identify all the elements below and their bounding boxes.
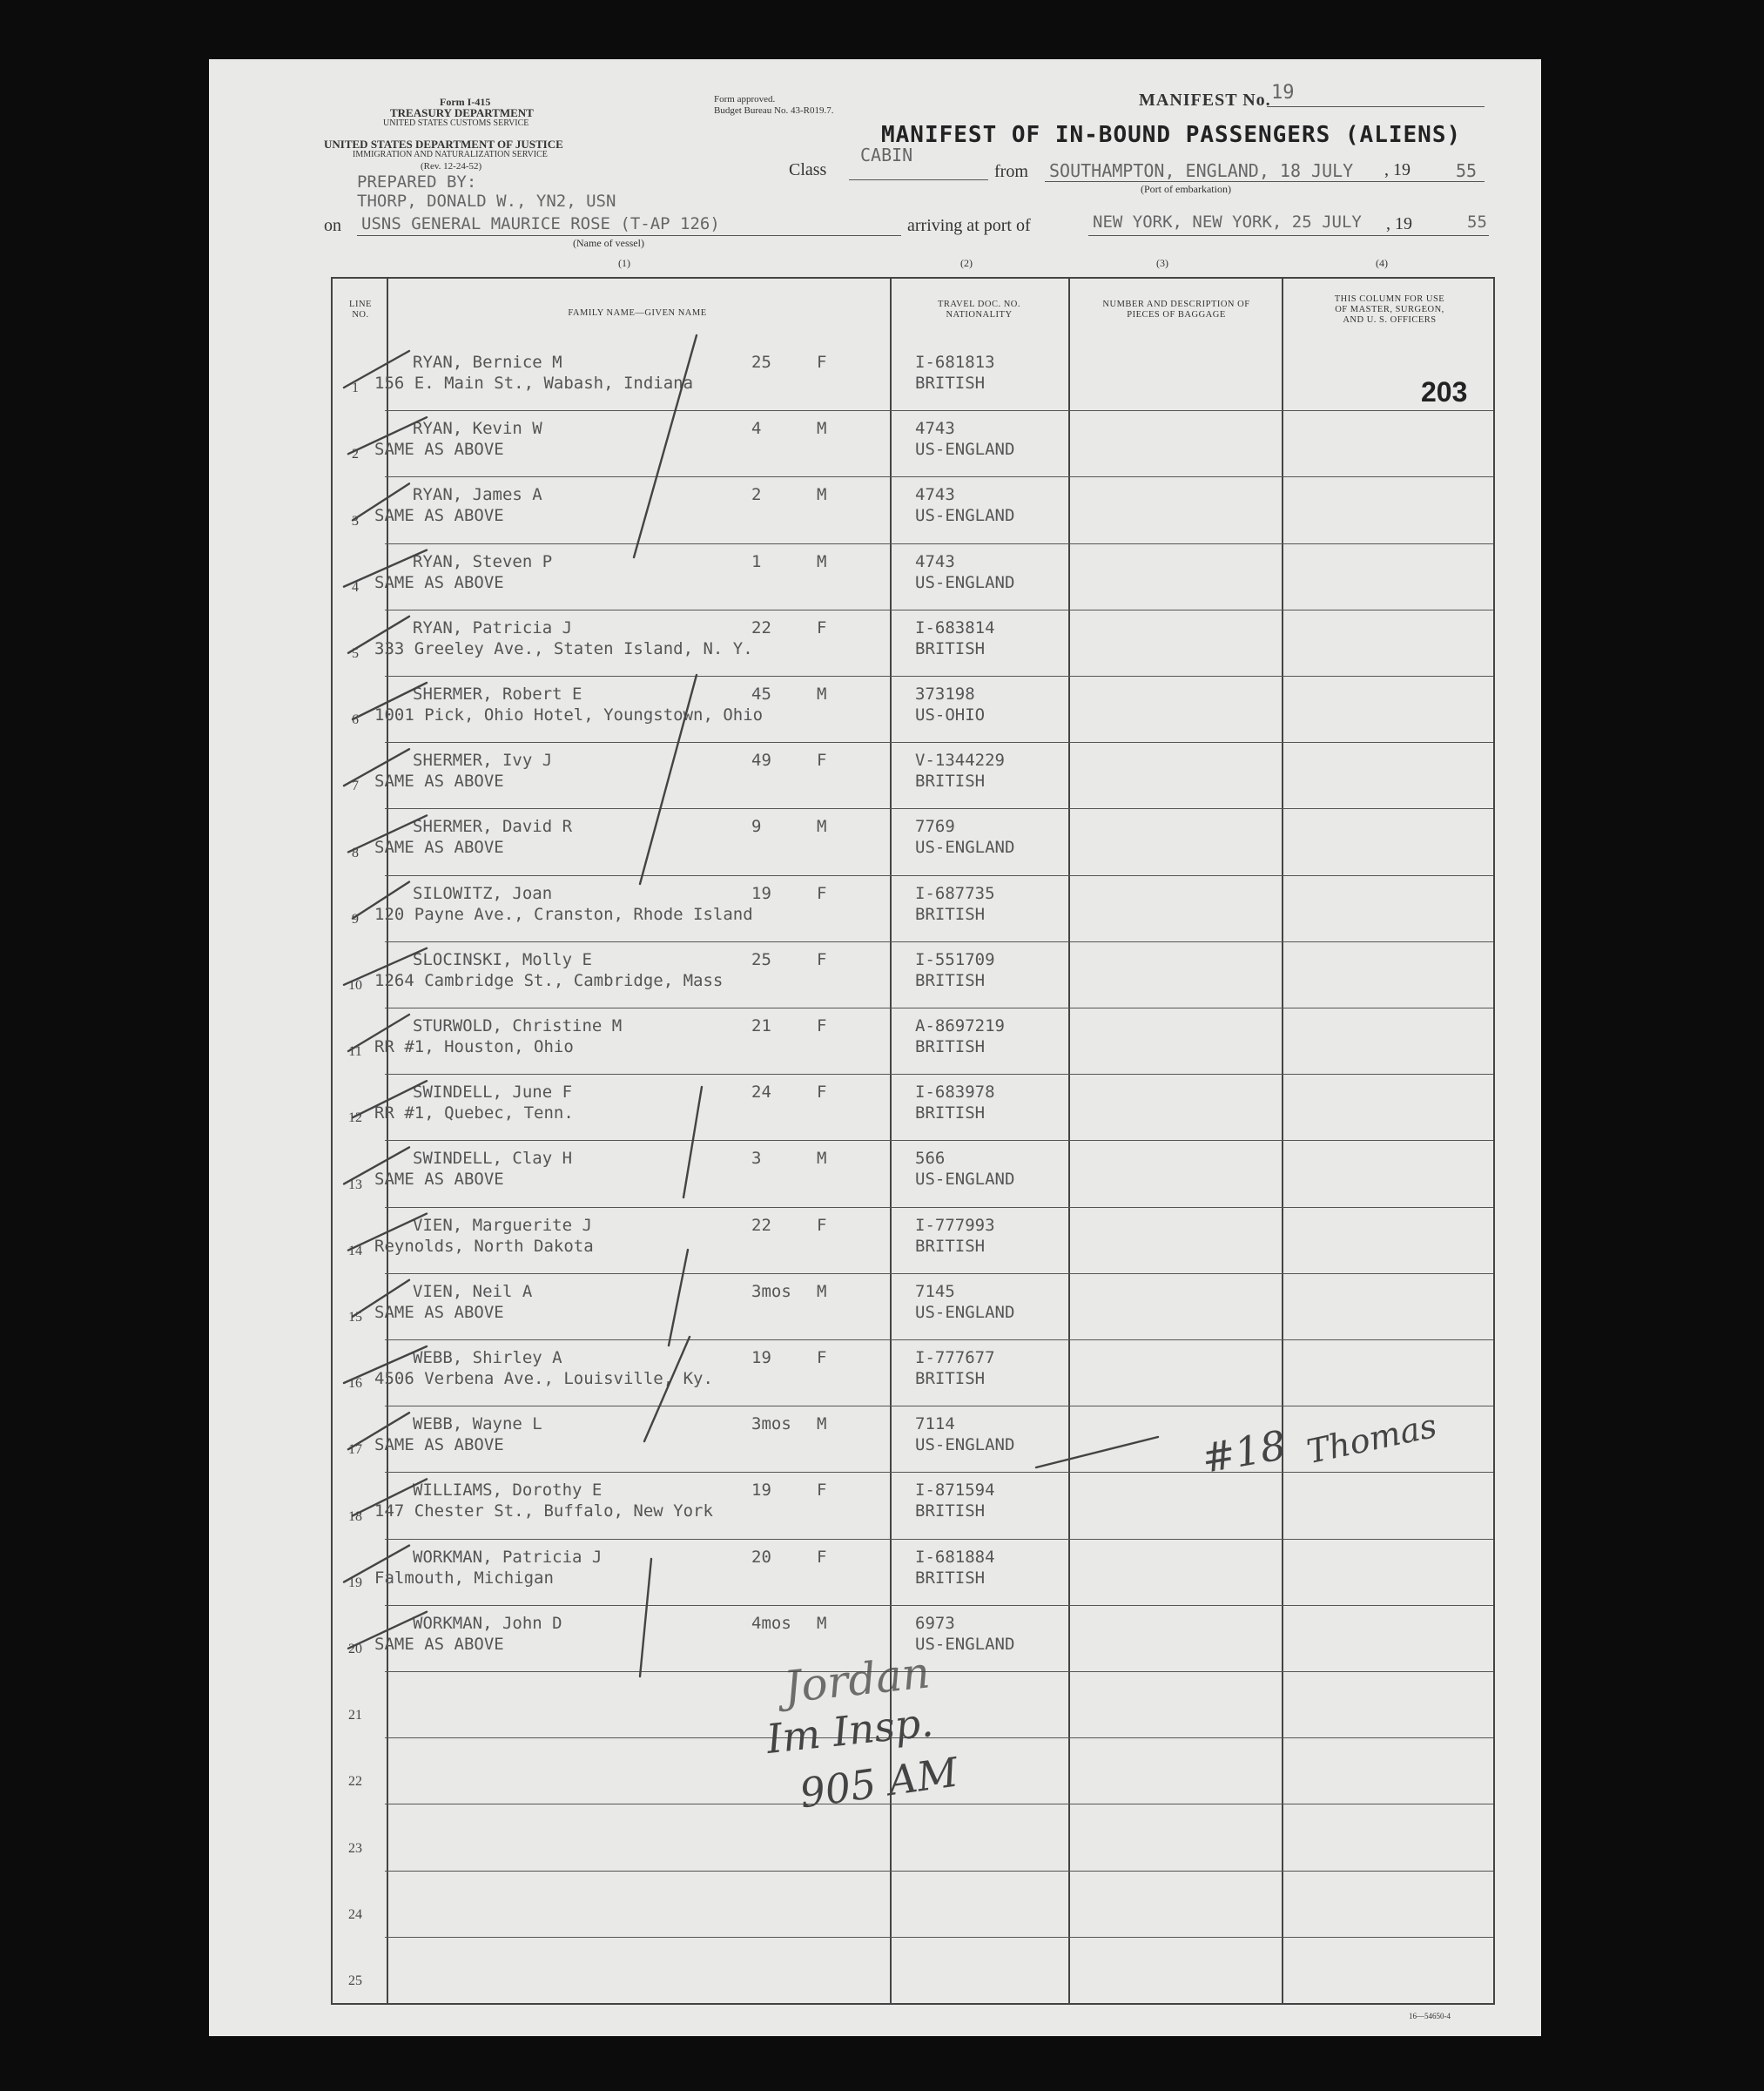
revision: (Rev. 12-24-52) — [421, 161, 482, 172]
manifest-label: MANIFEST No. — [1139, 91, 1271, 110]
passenger-age: 3 — [751, 1149, 762, 1169]
document-title: MANIFEST OF IN-BOUND PASSENGERS (ALIENS) — [881, 122, 1462, 148]
line-number: 4 — [352, 579, 359, 595]
vessel-name: USNS GENERAL MAURICE ROSE (T-AP 126) — [361, 214, 720, 233]
passenger-address: Reynolds, North Dakota — [374, 1236, 594, 1256]
footer-code: 16—54650-4 — [1409, 2012, 1451, 2020]
passenger-age: 24 — [751, 1083, 771, 1103]
travel-doc-number: 4743 — [915, 419, 955, 439]
passenger-address: 147 Chester St., Buffalo, New York — [374, 1501, 713, 1521]
passenger-sex: M — [817, 1613, 827, 1633]
line-number: 2 — [352, 447, 359, 462]
passenger-sex: F — [817, 353, 827, 372]
passenger-sex: F — [817, 883, 827, 903]
passenger-name: SHERMER, David R — [413, 817, 573, 837]
nationality: US-ENGLAND — [915, 572, 1015, 592]
passenger-address: 333 Greeley Ave., Staten Island, N. Y. — [374, 638, 753, 658]
passenger-sex: M — [817, 817, 827, 837]
passenger-age: 19 — [751, 1348, 771, 1367]
nationality: BRITISH — [915, 1501, 986, 1521]
passenger-address: SAME AS ABOVE — [374, 506, 504, 526]
passenger-name: WEBB, Wayne L — [413, 1414, 542, 1434]
passenger-age: 45 — [751, 685, 771, 704]
travel-doc-number: A-8697219 — [915, 1016, 1005, 1035]
treasury-dept: TREASURY DEPARTMENT — [390, 106, 534, 119]
page-stamp-number: 203 — [1421, 376, 1468, 408]
line-number: 3 — [352, 513, 359, 529]
handwritten-hash-note: #18 — [1198, 1420, 1290, 1483]
row-divider — [385, 1737, 1493, 1738]
passenger-address: SAME AS ABOVE — [374, 1435, 504, 1455]
nationality: BRITISH — [915, 1369, 986, 1388]
col-num-3: (3) — [1156, 257, 1168, 269]
line-number: 22 — [348, 1774, 362, 1790]
budget-bureau: Budget Bureau No. 43-R019.7. — [714, 105, 834, 116]
nationality: BRITISH — [915, 1236, 986, 1256]
row-divider — [385, 1937, 1493, 1938]
handwritten-name-note: Thomas — [1303, 1406, 1440, 1472]
travel-doc-number: I-777677 — [915, 1348, 995, 1367]
nationality: US-ENGLAND — [915, 1302, 1015, 1322]
passenger-age: 25 — [751, 949, 771, 969]
vessel-underline — [357, 235, 901, 236]
passenger-name: WORKMAN, John D — [413, 1613, 562, 1633]
travel-doc-number: I-777993 — [915, 1215, 995, 1235]
line-number: 15 — [348, 1310, 362, 1325]
nationality: BRITISH — [915, 638, 986, 658]
from-year-prefix: , 19 — [1384, 160, 1411, 179]
on-label: on — [324, 216, 341, 235]
passenger-age: 20 — [751, 1547, 771, 1567]
passenger-age: 3mos — [751, 1281, 791, 1301]
passenger-address: RR #1, Quebec, Tenn. — [374, 1103, 574, 1123]
row-divider — [385, 1671, 1493, 1672]
header-baggage: NUMBER AND DESCRIPTION OF PIECES OF BAGGAGE — [1102, 300, 1250, 320]
passenger-sex: M — [817, 485, 827, 505]
passenger-age: 21 — [751, 1016, 771, 1035]
line-number: 14 — [348, 1243, 362, 1258]
line-number: 5 — [352, 646, 359, 661]
passenger-address: Falmouth, Michigan — [374, 1568, 554, 1588]
customs-service: UNITED STATES CUSTOMS SERVICE — [383, 118, 529, 128]
passenger-address: SAME AS ABOVE — [374, 1302, 504, 1322]
embark-port: SOUTHAMPTON, ENGLAND, 18 JULY — [1049, 160, 1354, 181]
passenger-address: SAME AS ABOVE — [374, 772, 504, 792]
embark-note: (Port of embarkation) — [1141, 183, 1231, 195]
row-divider — [385, 1273, 1493, 1274]
travel-doc-number: 7145 — [915, 1281, 955, 1301]
passenger-address: SAME AS ABOVE — [374, 440, 504, 460]
passenger-address: SAME AS ABOVE — [374, 572, 504, 592]
passenger-address: 4506 Verbena Ave., Louisville, Ky. — [374, 1369, 713, 1388]
passenger-sex: M — [817, 419, 827, 439]
passenger-age: 19 — [751, 1481, 771, 1501]
passenger-sex: F — [817, 751, 827, 771]
inspector-signature: Jordan — [781, 1647, 932, 1713]
manifest-underline — [1267, 106, 1485, 107]
header-name: FAMILY NAME—GIVEN NAME — [568, 308, 707, 318]
from-label: from — [994, 162, 1028, 181]
travel-doc-number: 566 — [915, 1149, 946, 1169]
line-number: 11 — [348, 1044, 362, 1060]
passenger-sex: F — [817, 949, 827, 969]
header-line-no: LINE NO. — [349, 300, 372, 320]
nationality: US-OHIO — [915, 705, 986, 725]
travel-doc-number: 6973 — [915, 1613, 955, 1633]
nationality: BRITISH — [915, 772, 986, 792]
passenger-age: 2 — [751, 485, 762, 505]
passenger-name: RYAN, Bernice M — [413, 353, 562, 372]
passenger-age: 4 — [751, 419, 762, 439]
line-number: 19 — [348, 1575, 362, 1590]
row-divider — [385, 808, 1493, 809]
passenger-sex: F — [817, 1215, 827, 1235]
passenger-address: RR #1, Houston, Ohio — [374, 1037, 574, 1056]
inspection-time: 905 AM — [797, 1748, 961, 1818]
row-divider — [385, 1339, 1493, 1340]
manifest-number: 19 — [1271, 82, 1295, 104]
travel-doc-number: 7769 — [915, 817, 955, 837]
arriving-label: arriving at port of — [907, 216, 1031, 235]
passenger-name: RYAN, James A — [413, 485, 542, 505]
nationality: US-ENGLAND — [915, 838, 1015, 858]
passenger-name: SWINDELL, Clay H — [413, 1149, 573, 1169]
passenger-name: WILLIAMS, Dorothy E — [413, 1481, 603, 1501]
passenger-age: 1 — [751, 551, 762, 571]
form-approved: Form approved. — [714, 94, 776, 105]
passenger-name: SILOWITZ, Joan — [413, 883, 553, 903]
passenger-sex: M — [817, 551, 827, 571]
passenger-age: 25 — [751, 353, 771, 372]
passenger-age: 3mos — [751, 1414, 791, 1434]
line-number: 23 — [348, 1840, 362, 1856]
col-num-1: (1) — [618, 257, 630, 269]
passenger-name: VIEN, Marguerite J — [413, 1215, 592, 1235]
row-divider — [385, 676, 1493, 677]
line-number: 10 — [348, 978, 362, 993]
header-officers: THIS COLUMN FOR USE OF MASTER, SURGEON, AND U. S. OFFICERS — [1334, 294, 1445, 325]
from-underline — [1045, 181, 1485, 182]
passenger-age: 22 — [751, 1215, 771, 1235]
travel-doc-number: 373198 — [915, 685, 975, 704]
row-divider — [385, 543, 1493, 544]
travel-doc-number: 4743 — [915, 485, 955, 505]
line-number: 24 — [348, 1906, 362, 1922]
travel-doc-number: I-687735 — [915, 883, 995, 903]
header-travel-doc: TRAVEL DOC. NO. NATIONALITY — [937, 300, 1020, 320]
row-divider — [385, 742, 1493, 743]
row-divider — [385, 1871, 1493, 1872]
line-number: 13 — [348, 1177, 362, 1192]
passenger-address: SAME AS ABOVE — [374, 1634, 504, 1654]
nationality: US-ENGLAND — [915, 1170, 1015, 1190]
row-divider — [385, 1472, 1493, 1473]
nationality: BRITISH — [915, 374, 986, 393]
passenger-sex: F — [817, 1016, 827, 1035]
nationality: US-ENGLAND — [915, 440, 1015, 460]
ins-title: IMMIGRATION AND NATURALIZATION SERVICE — [353, 150, 548, 159]
nationality: US-ENGLAND — [915, 1435, 1015, 1455]
passenger-sex: M — [817, 1281, 827, 1301]
line-number: 16 — [348, 1376, 362, 1392]
passenger-name: SHERMER, Robert E — [413, 685, 582, 704]
travel-doc-number: I-681884 — [915, 1547, 995, 1567]
passenger-name: SWINDELL, June F — [413, 1083, 573, 1103]
nationality: US-ENGLAND — [915, 506, 1015, 526]
line-number: 17 — [348, 1442, 362, 1458]
arrival-year: 55 — [1467, 212, 1487, 232]
passenger-address: SAME AS ABOVE — [374, 838, 504, 858]
row-divider — [385, 1539, 1493, 1540]
vessel-note: (Name of vessel) — [573, 237, 644, 249]
arrival-underline — [1088, 235, 1489, 236]
inspector-title: Im Insp. — [764, 1698, 936, 1763]
class-value: CABIN — [860, 145, 913, 165]
passenger-name: VIEN, Neil A — [413, 1281, 533, 1301]
passenger-sex: M — [817, 1414, 827, 1434]
travel-doc-number: I-683978 — [915, 1083, 995, 1103]
passenger-name: SLOCINSKI, Molly E — [413, 949, 592, 969]
line-number: 6 — [352, 712, 359, 728]
passenger-name: WORKMAN, Patricia J — [413, 1547, 603, 1567]
line-number: 21 — [348, 1708, 362, 1723]
travel-doc-number: I-871594 — [915, 1481, 995, 1501]
line-number: 25 — [348, 1973, 362, 1988]
preparer-name: THORP, DONALD W., YN2, USN — [357, 192, 616, 211]
form-number: Form I-415 — [440, 96, 491, 108]
row-divider — [385, 1605, 1493, 1606]
travel-doc-number: I-681813 — [915, 353, 995, 372]
passenger-age: 9 — [751, 817, 762, 837]
prepared-by-label: PREPARED BY: — [357, 172, 477, 192]
travel-doc-number: I-683814 — [915, 617, 995, 637]
class-underline — [849, 179, 988, 180]
row-divider — [385, 410, 1493, 411]
nationality: US-ENGLAND — [915, 1634, 1015, 1654]
passenger-name: RYAN, Kevin W — [413, 419, 542, 439]
col-num-4: (4) — [1376, 257, 1388, 269]
passenger-sex: F — [817, 1547, 827, 1567]
travel-doc-number: V-1344229 — [915, 751, 1005, 771]
row-divider — [385, 1140, 1493, 1141]
passenger-sex: M — [817, 685, 827, 704]
line-number: 18 — [348, 1508, 362, 1524]
passenger-sex: F — [817, 1348, 827, 1367]
arrival-year-prefix: , 19 — [1386, 214, 1412, 233]
passenger-sex: F — [817, 1083, 827, 1103]
line-number: 12 — [348, 1110, 362, 1126]
passenger-address: 156 E. Main St., Wabash, Indiana — [374, 374, 694, 393]
row-divider — [385, 941, 1493, 942]
passenger-sex: F — [817, 617, 827, 637]
passenger-name: SHERMER, Ivy J — [413, 751, 553, 771]
line-number: 9 — [352, 911, 359, 927]
row-divider — [385, 476, 1493, 477]
line-number: 1 — [352, 381, 359, 396]
row-divider — [385, 1074, 1493, 1075]
passenger-sex: M — [817, 1149, 827, 1169]
passenger-sex: F — [817, 1481, 827, 1501]
passenger-name: STURWOLD, Christine M — [413, 1016, 623, 1035]
line-number: 8 — [352, 845, 359, 860]
class-label: Class — [789, 160, 827, 179]
passenger-address: SAME AS ABOVE — [374, 1170, 504, 1190]
passenger-age: 22 — [751, 617, 771, 637]
nationality: BRITISH — [915, 1568, 986, 1588]
nationality: BRITISH — [915, 904, 986, 924]
from-year: 55 — [1456, 160, 1478, 181]
doj-title: UNITED STATES DEPARTMENT OF JUSTICE — [324, 138, 563, 151]
travel-doc-number: 4743 — [915, 551, 955, 571]
nationality: BRITISH — [915, 970, 986, 990]
nationality: BRITISH — [915, 1103, 986, 1123]
passenger-address: 1001 Pick, Ohio Hotel, Youngstown, Ohio — [374, 705, 764, 725]
passenger-age: 4mos — [751, 1613, 791, 1633]
line-number: 20 — [348, 1642, 362, 1656]
passenger-age: 19 — [751, 883, 771, 903]
arrival-port: NEW YORK, NEW YORK, 25 JULY — [1093, 212, 1362, 232]
passenger-address: 120 Payne Ave., Cranston, Rhode Island — [374, 904, 753, 924]
passenger-name: RYAN, Steven P — [413, 551, 553, 571]
passenger-name: WEBB, Shirley A — [413, 1348, 562, 1367]
passenger-name: RYAN, Patricia J — [413, 617, 573, 637]
row-divider — [385, 875, 1493, 876]
travel-doc-number: I-551709 — [915, 949, 995, 969]
row-divider — [385, 1207, 1493, 1208]
passenger-address: 1264 Cambridge St., Cambridge, Mass — [374, 970, 724, 990]
travel-doc-number: 7114 — [915, 1414, 955, 1434]
col-num-2: (2) — [960, 257, 973, 269]
passenger-age: 49 — [751, 751, 771, 771]
nationality: BRITISH — [915, 1037, 986, 1056]
line-number: 7 — [352, 779, 359, 794]
